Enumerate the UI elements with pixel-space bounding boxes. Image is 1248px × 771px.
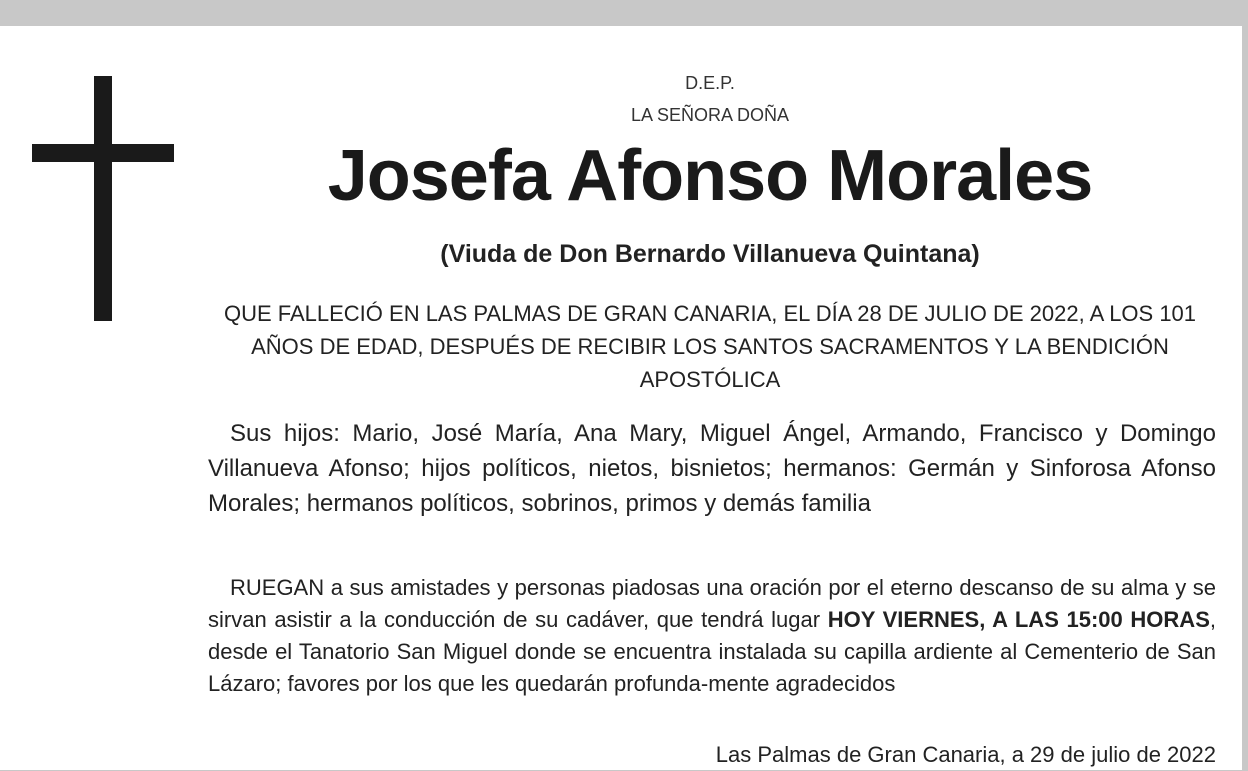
request-paragraph — [208, 572, 1216, 700]
obituary-notice — [0, 26, 1248, 770]
death-info: QUE FALLECIÓ EN LAS PALMAS DE GRAN CANARIA, EL DÍA 28 DE JULIO DE 2022, A LOS 101 AÑOS DE EDAD, DESPUÉS DE RECIBIR LOS SANTOS SACRAMENTOS Y LA BENDICIÓN APOSTÓLICA — [223, 301, 1197, 392]
deceased-name: Josefa Afonso Morales — [327, 136, 1093, 216]
cross-horizontal-bar — [32, 144, 174, 162]
title-line: LA SEÑORA DOÑA — [630, 105, 790, 125]
funeral-time: HOY VIERNES, A LAS 15:00 HORAS — [827, 607, 1210, 632]
cross-icon — [32, 76, 174, 321]
widow-of-line: (Viuda de Don Bernardo Villanueva Quintana) — [440, 240, 980, 268]
request-text-end: , desde el Tanatorio San Miguel donde se encuentra instalada su capilla ardiente al Cementerio de San Lázaro; favores por los que les quedarán profunda-mente agradecidos — [208, 607, 1216, 696]
cross-vertical-bar — [94, 76, 112, 321]
dep-label: D.E.P. — [685, 73, 735, 93]
place-and-date: Las Palmas de Gran Canaria, a 29 de julio de 2022 — [715, 742, 1216, 767]
family-paragraph: Sus hijos: Mario, José María, Ana Mary, Miguel Ángel, Armando, Francisco y Domingo Villanueva Afonso; hijos políticos, nietos, bisnietos; hermanos: Germán y Sinforosa Afonso Morales; hermanos políticos, sobrinos, primos y demás familia — [208, 420, 1216, 517]
request-text-start: RUEGAN a sus amistades y personas piadosas una oración por el eterno descanso de su alma y se sirvan asistir a la conducción de su cadáver, que tendrá lugar — [208, 575, 1216, 632]
